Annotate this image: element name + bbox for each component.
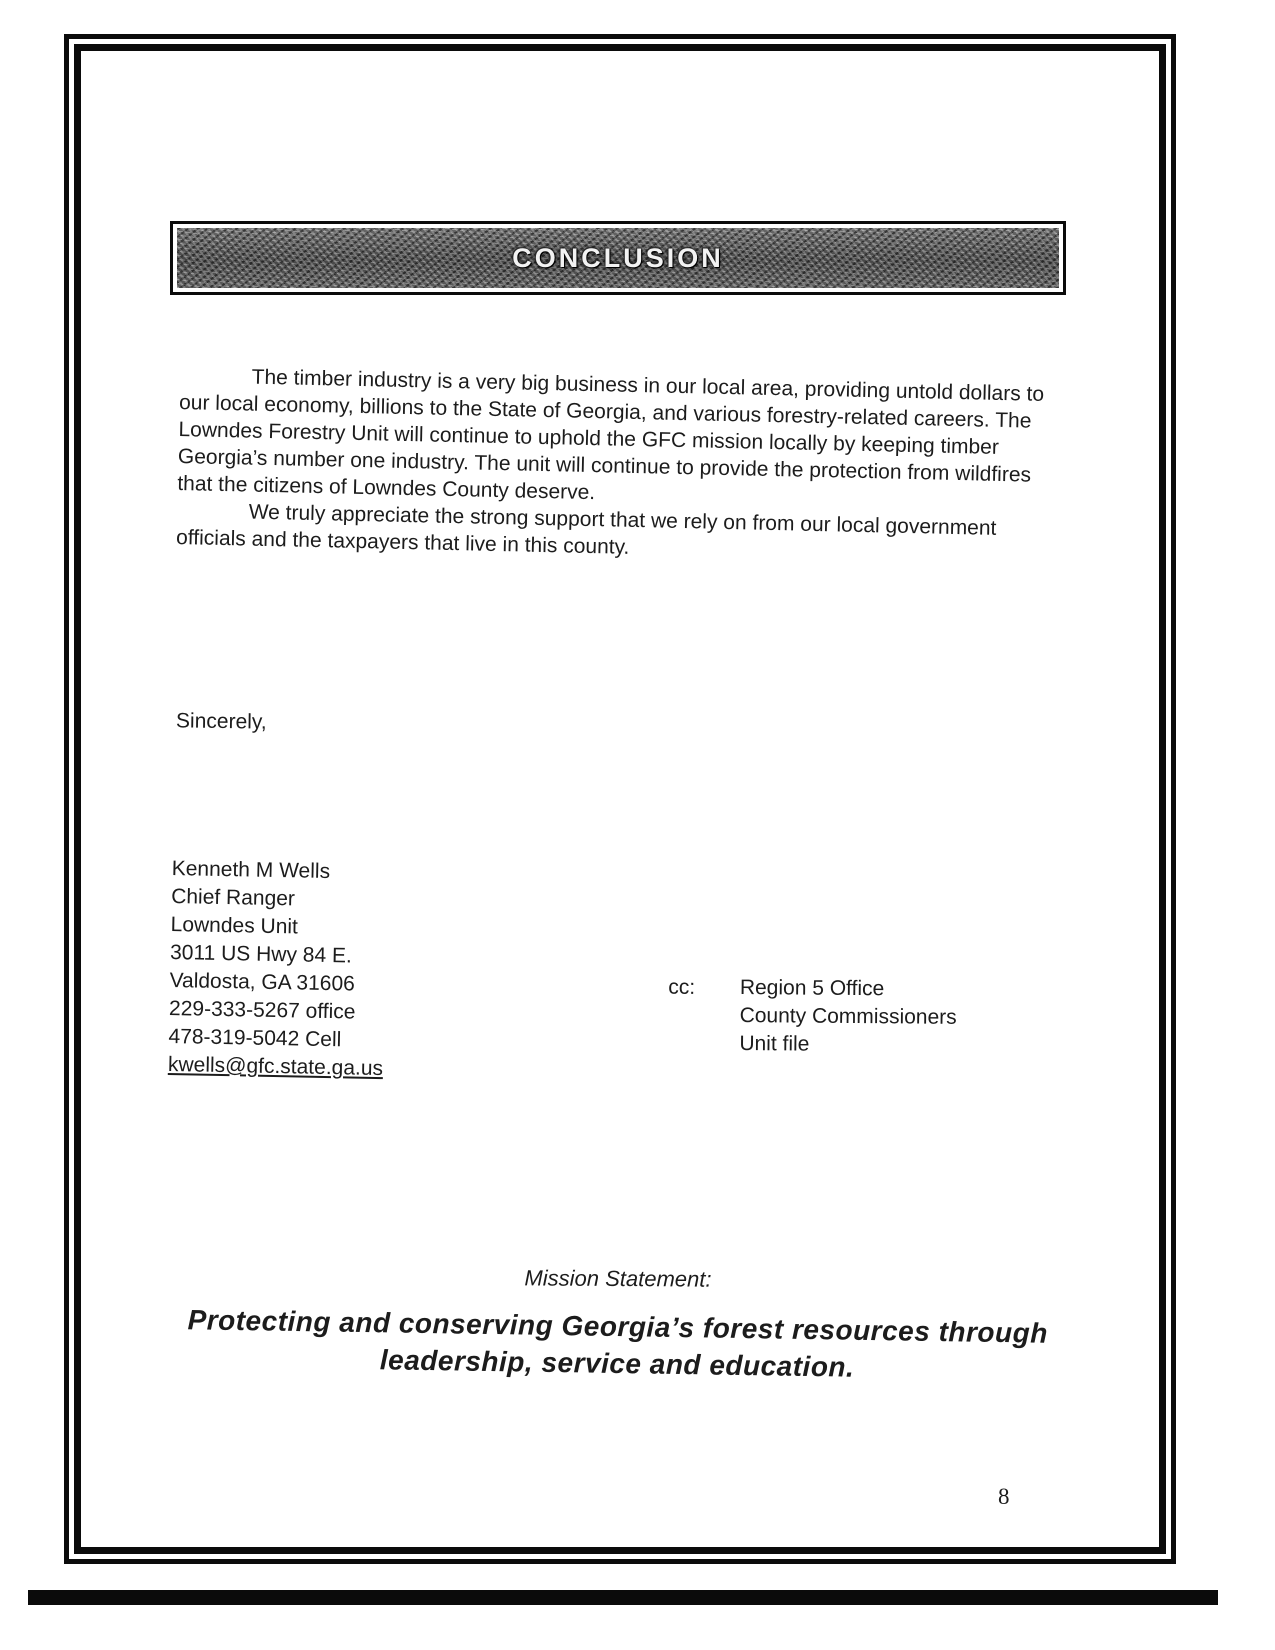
signature-title: Chief Ranger: [170, 884, 296, 911]
cc-item: County Commissioners: [739, 1003, 957, 1029]
signature-address-2: Valdosta, GA 31606: [169, 968, 356, 996]
signature-phone-cell: 478-319-5042 Cell: [168, 1024, 342, 1052]
cc-label: cc:: [668, 975, 696, 999]
signature-phone-office: 229-333-5267 office: [168, 996, 356, 1024]
section-title: CONCLUSION: [512, 242, 724, 273]
page-number: 8: [998, 1484, 1010, 1509]
section-header-texture: [177, 228, 1059, 288]
cc-item: Region 5 Office: [739, 975, 885, 1001]
signature-email: kwells@gfc.state.ga.us: [167, 1052, 384, 1081]
paragraph-1: The timber industry is a very big business in our local area, providing untold dollars to our local economy, billions to the State of Georgia, and various forestry-related careers. The Lowndes Forestry Unit will continue to uphold the GFC mission locally by keeping timber Georgia’s number one industry. The unit will continue to provide the protection from wildfires that the citizens of Lowndes County deserve.: [177, 365, 1045, 505]
mission-statement-text: Protecting and conserving Georgia’s forest resources through leadership, service and education.: [187, 1304, 1049, 1383]
scan-edge-bar: [28, 1590, 1218, 1605]
signature-block: [168, 855, 387, 1083]
body-text: [176, 362, 1058, 570]
paragraph-2: We truly appreciate the strong support that we rely on from our local government officials and the taxpayers that live in this county.: [175, 500, 997, 559]
section-header-banner: [170, 221, 1066, 295]
mission-statement-label: Mission Statement:: [524, 1265, 712, 1292]
signature-name: Kenneth M Wells: [171, 856, 331, 884]
cc-items: [739, 974, 957, 1060]
cc-block: [668, 974, 957, 1058]
closing-line: Sincerely,: [175, 709, 267, 734]
signature-unit: Lowndes Unit: [170, 912, 299, 939]
cc-item: Unit file: [739, 1031, 810, 1056]
signature-address-1: 3011 US Hwy 84 E.: [169, 940, 353, 968]
